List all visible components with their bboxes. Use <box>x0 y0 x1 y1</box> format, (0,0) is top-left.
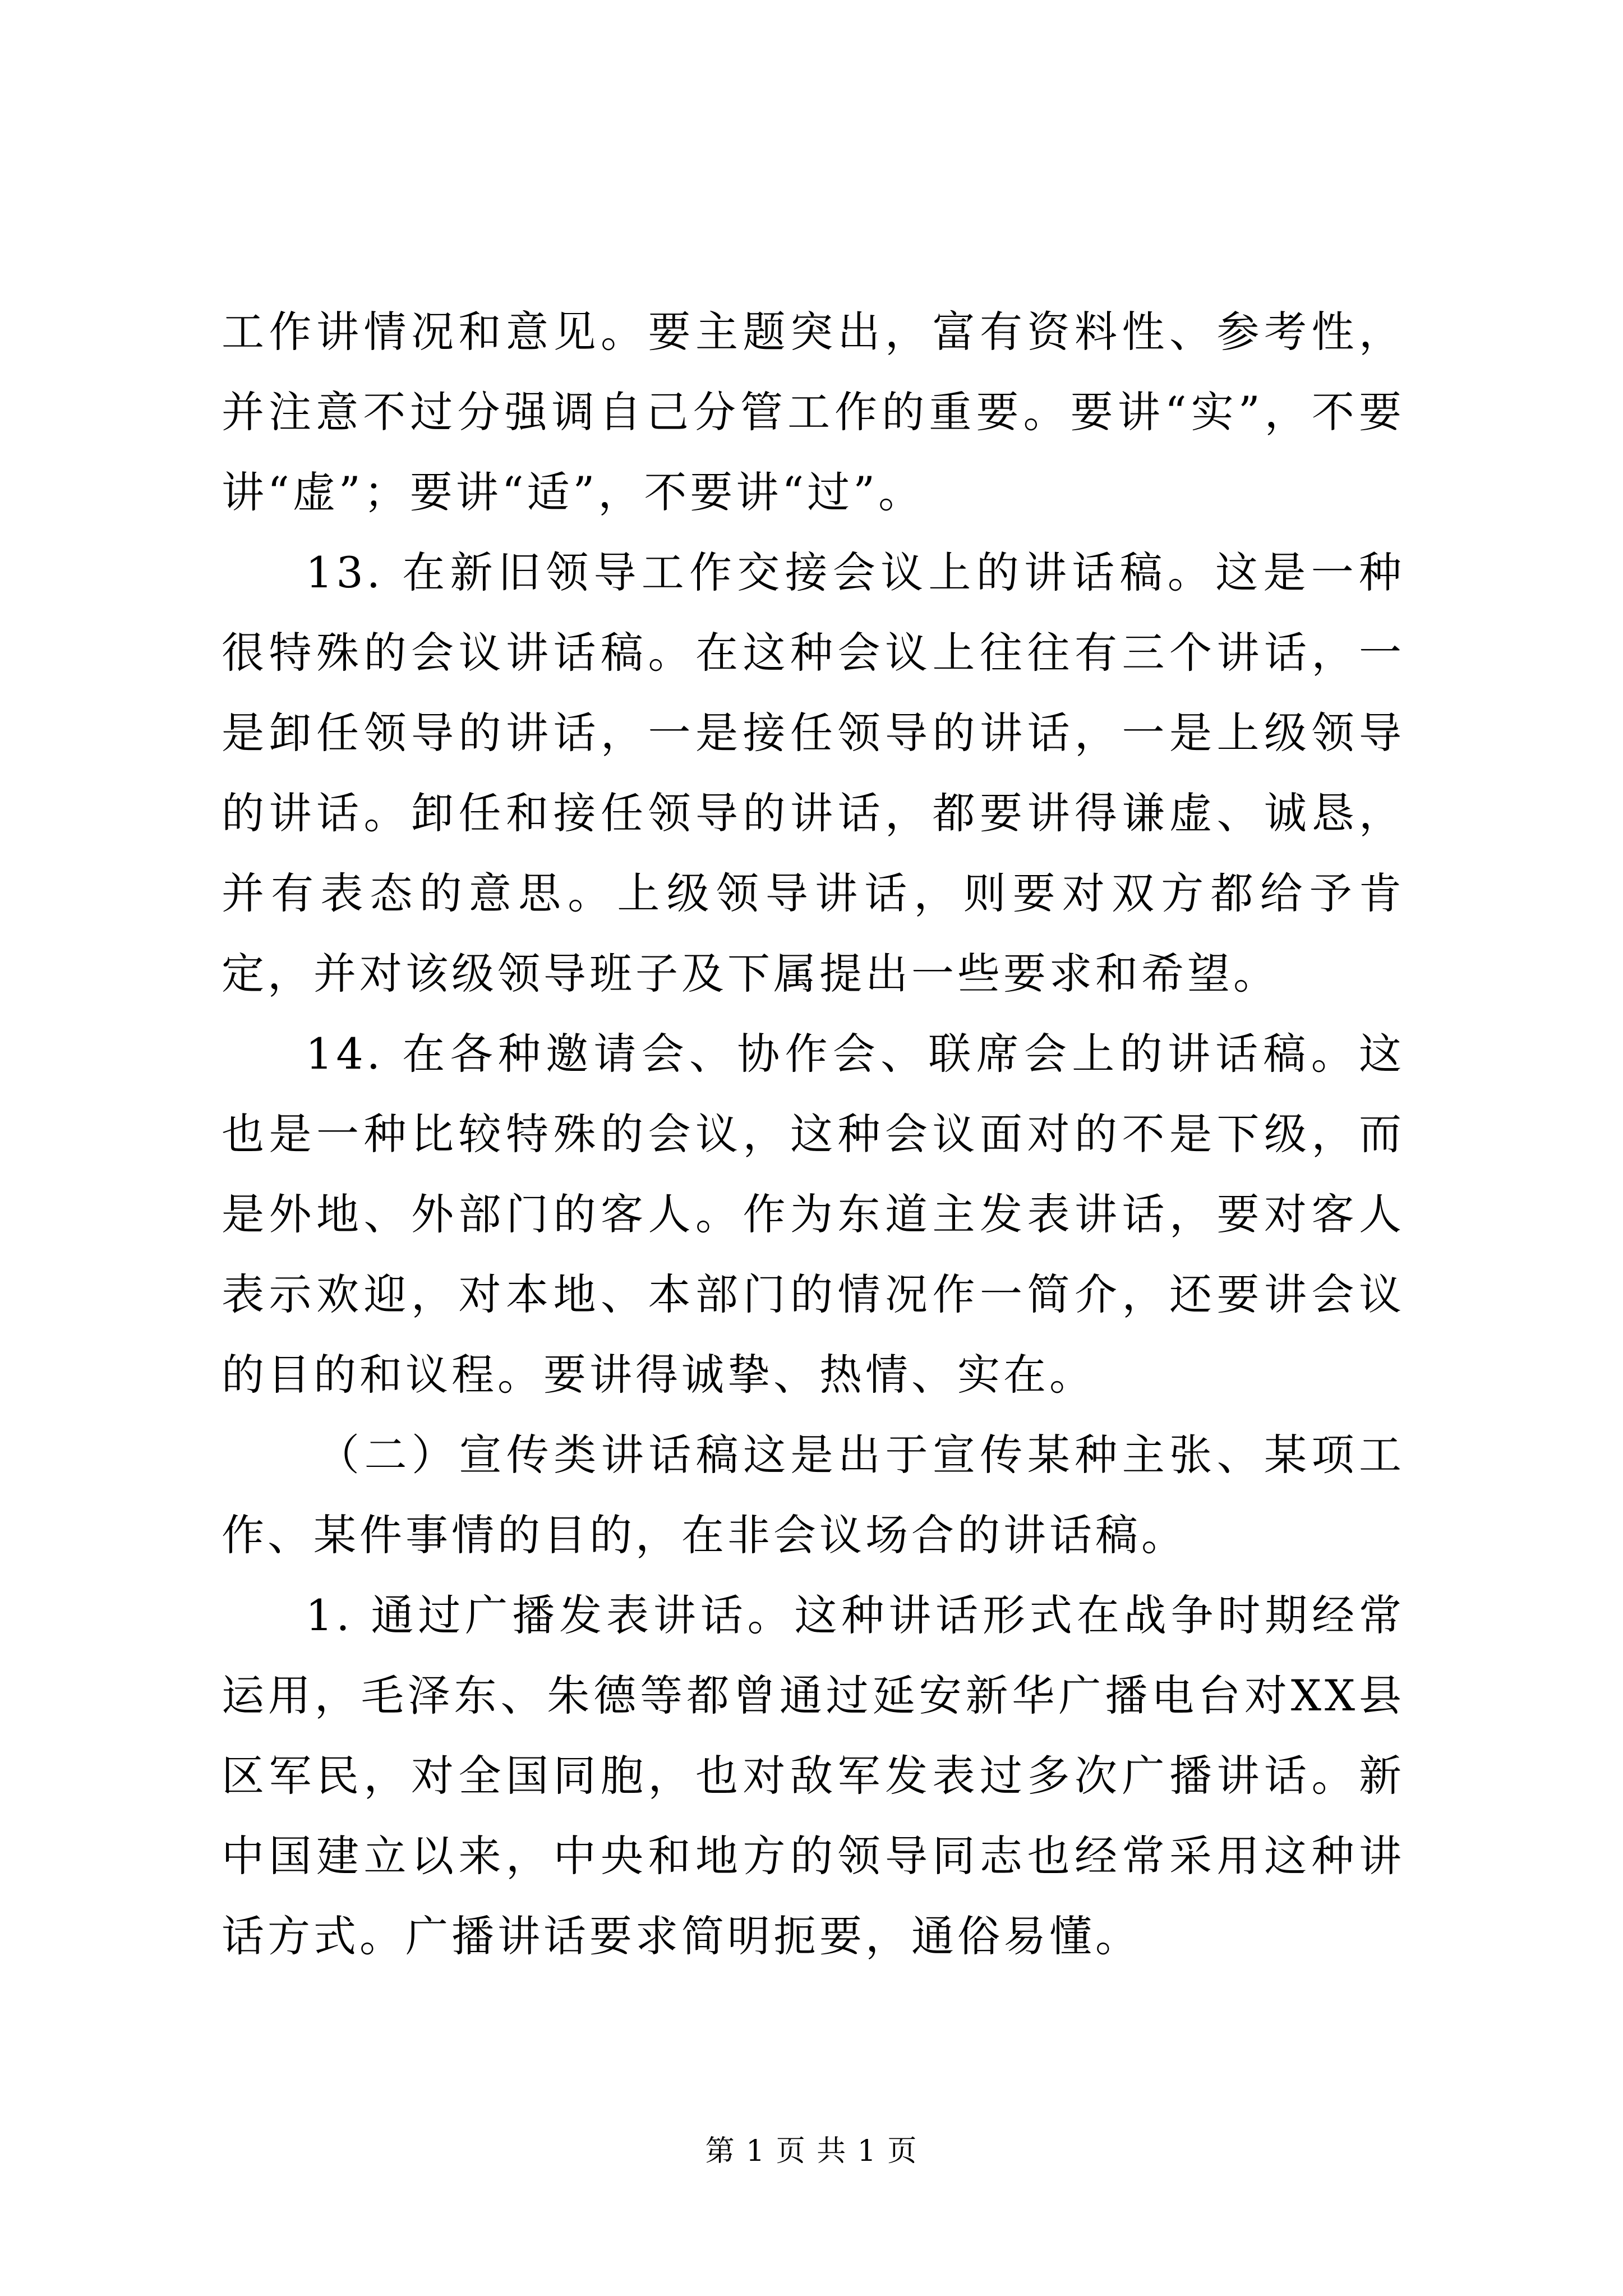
page-footer: 第 1 页 共 1 页 <box>705 2134 918 2168</box>
section-heading-paragraph: （二）宣传类讲话稿这是出于宣传某种主张、某项工作、某件事情的目的，在非会议场合的讲话稿。 <box>222 1430 1405 1560</box>
paragraph-item-14: 14. 在各种邀请会、协作会、联席会上的讲话稿。这也是一种比较特殊的会议，这种会议面对的不是下级，而是外地、外部门的客人。作为东道主发表讲话，要对客人表示欢迎，对本地、本部门的情况作一简介，还要讲会议的目的和议程。要讲得诚挚、热情、实在。 <box>222 1029 1405 1400</box>
document-body <box>222 292 1405 1976</box>
paragraph-item-1: 1. 通过广播发表讲话。这种讲话形式在战争时期经常运用，毛泽东、朱德等都曾通过延安新华广播电台对XX县区军民，对全国同胞，也对敌军发表过多次广播讲话。新中国建立以来，中央和地方的领导同志也经常采用这种讲话方式。广播讲话要求简明扼要，通俗易懂。 <box>222 1590 1405 1961</box>
paragraph-continuation: 工作讲情况和意见。要主题突出，富有资料性、参考性，并注意不过分强调自己分管工作的重要。要讲“实”，不要讲“虚”；要讲“适”，不要讲“过”。 <box>222 307 1405 517</box>
paragraph-item-13: 13. 在新旧领导工作交接会议上的讲话稿。这是一种很特殊的会议讲话稿。在这种会议上往往有三个讲话，一是卸任领导的讲话，一是接任领导的讲话，一是上级领导的讲话。卸任和接任领导的讲话，都要讲得谦虚、诚恳，并有表态的意思。上级领导讲话，则要对双方都给予肯定，并对该级领导班子及下属提出一些要求和希望。 <box>222 547 1405 999</box>
